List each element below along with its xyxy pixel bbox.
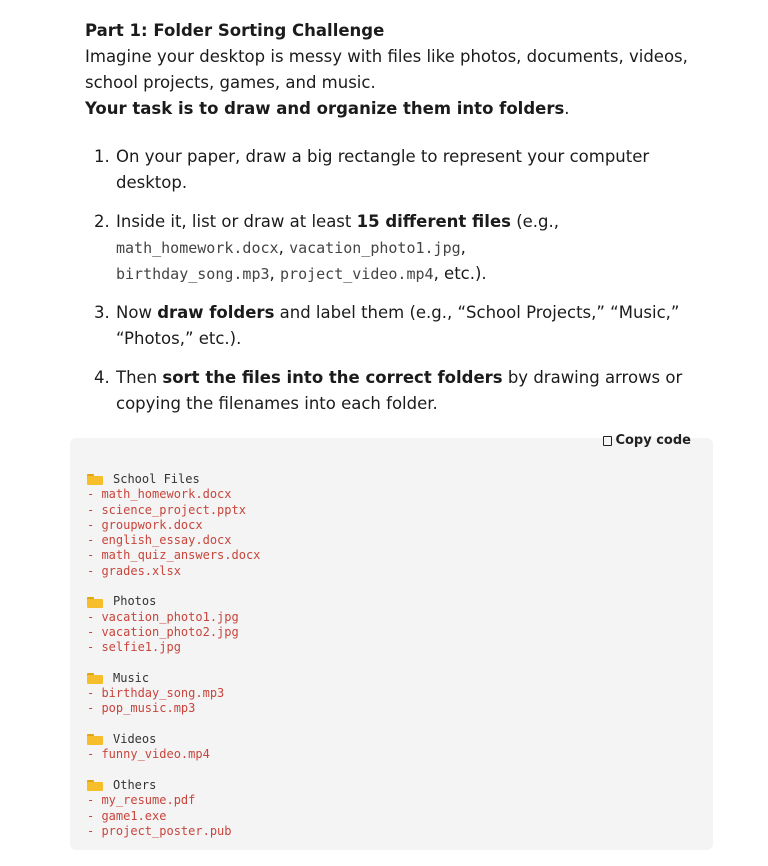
- example-tail: , etc.).: [433, 264, 487, 283]
- step-text: and label them (e.g., “School Projects,” “Music,” “Photos,” etc.).: [116, 303, 680, 348]
- step-text: On your paper, draw a big rectangle to represent your computer desktop.: [116, 147, 650, 192]
- folder-line: [87, 732, 260, 747]
- file-entry: - science_project.pptx: [87, 502, 246, 517]
- example-separator: ,: [278, 238, 290, 257]
- step-bold: 15 different files: [356, 212, 511, 231]
- folder-group: [87, 778, 260, 839]
- example-filename: math_homework.docx: [116, 239, 279, 257]
- file-entry: - math_quiz_answers.docx: [87, 548, 261, 563]
- file-entry: - groupwork.docx: [87, 517, 203, 532]
- file-entry: - grades.xlsx: [87, 563, 181, 578]
- folder-icon: [87, 780, 103, 791]
- file-entry: - selfie1.jpg: [87, 640, 181, 655]
- step-2: [85, 209, 705, 287]
- folder-group: [87, 671, 260, 717]
- file-entry: - project_poster.pub: [87, 823, 232, 838]
- step-text: Now: [116, 303, 158, 322]
- code-block: [70, 433, 713, 850]
- step-4: [85, 365, 705, 417]
- step-number: 1.: [94, 147, 110, 166]
- folder-tree: [87, 472, 260, 854]
- copy-code-label: Copy code: [615, 433, 691, 448]
- file-entry: - vacation_photo2.jpg: [87, 624, 239, 639]
- folder-group: [87, 732, 260, 763]
- step-number: 3.: [94, 303, 110, 322]
- copy-code-button[interactable]: [603, 433, 691, 448]
- file-entry: - pop_music.mp3: [87, 701, 196, 716]
- file-entry: - my_resume.pdf: [87, 793, 196, 808]
- file-entry: - math_homework.docx: [87, 487, 232, 502]
- folder-name: Videos: [113, 732, 157, 747]
- file-entry: - funny_video.mp4: [87, 747, 210, 762]
- step-number: 4.: [94, 368, 110, 387]
- task-bold: Your task is to draw and organize them into folders: [85, 99, 565, 118]
- example-filename: vacation_photo1.jpg: [289, 239, 461, 257]
- step-1: [85, 144, 705, 196]
- step-text: Then: [116, 368, 163, 387]
- step-text: Inside it, list or draw at least: [116, 212, 357, 231]
- folder-name: Others: [113, 777, 157, 792]
- step-text: by drawing arrows or copying the filenames into each folder.: [116, 368, 683, 413]
- file-entry: - english_essay.docx: [87, 533, 232, 548]
- folder-line: [87, 671, 260, 686]
- step-bold: draw folders: [157, 303, 275, 322]
- file-entry: - vacation_photo1.jpg: [87, 609, 239, 624]
- folder-icon: [87, 734, 103, 745]
- folder-line: [87, 472, 260, 487]
- folder-icon: [87, 474, 103, 485]
- folder-icon: [87, 673, 103, 684]
- step-bold: sort the files into the correct folders: [162, 368, 503, 387]
- folder-group: [87, 472, 260, 579]
- instructions-section: [85, 18, 705, 430]
- folder-icon: [87, 597, 103, 608]
- folder-line: [87, 594, 260, 609]
- step-number: 2.: [94, 212, 110, 231]
- folder-group: [87, 594, 260, 655]
- section-heading: Part 1: Folder Sorting Challenge: [85, 21, 385, 40]
- folder-line: [87, 778, 260, 793]
- folder-name: Photos: [113, 594, 157, 609]
- folder-name: School Files: [113, 472, 200, 486]
- folder-name: Music: [113, 670, 150, 685]
- copy-icon: [603, 436, 612, 446]
- example-separator: ,: [269, 264, 281, 283]
- task-statement: [85, 96, 705, 122]
- step-text: (e.g.,: [510, 212, 560, 231]
- file-entry: - birthday_song.mp3: [87, 686, 225, 701]
- step-3: [85, 300, 705, 352]
- intro-paragraph: Imagine your desktop is messy with files like photos, documents, videos, school projects, games, and music.: [85, 47, 688, 92]
- steps-list: [85, 144, 705, 417]
- task-period: .: [564, 99, 570, 118]
- example-filename: project_video.mp4: [280, 265, 434, 283]
- example-filename: birthday_song.mp3: [116, 265, 270, 283]
- file-entry: - game1.exe: [87, 808, 167, 823]
- example-separator: ,: [460, 238, 466, 257]
